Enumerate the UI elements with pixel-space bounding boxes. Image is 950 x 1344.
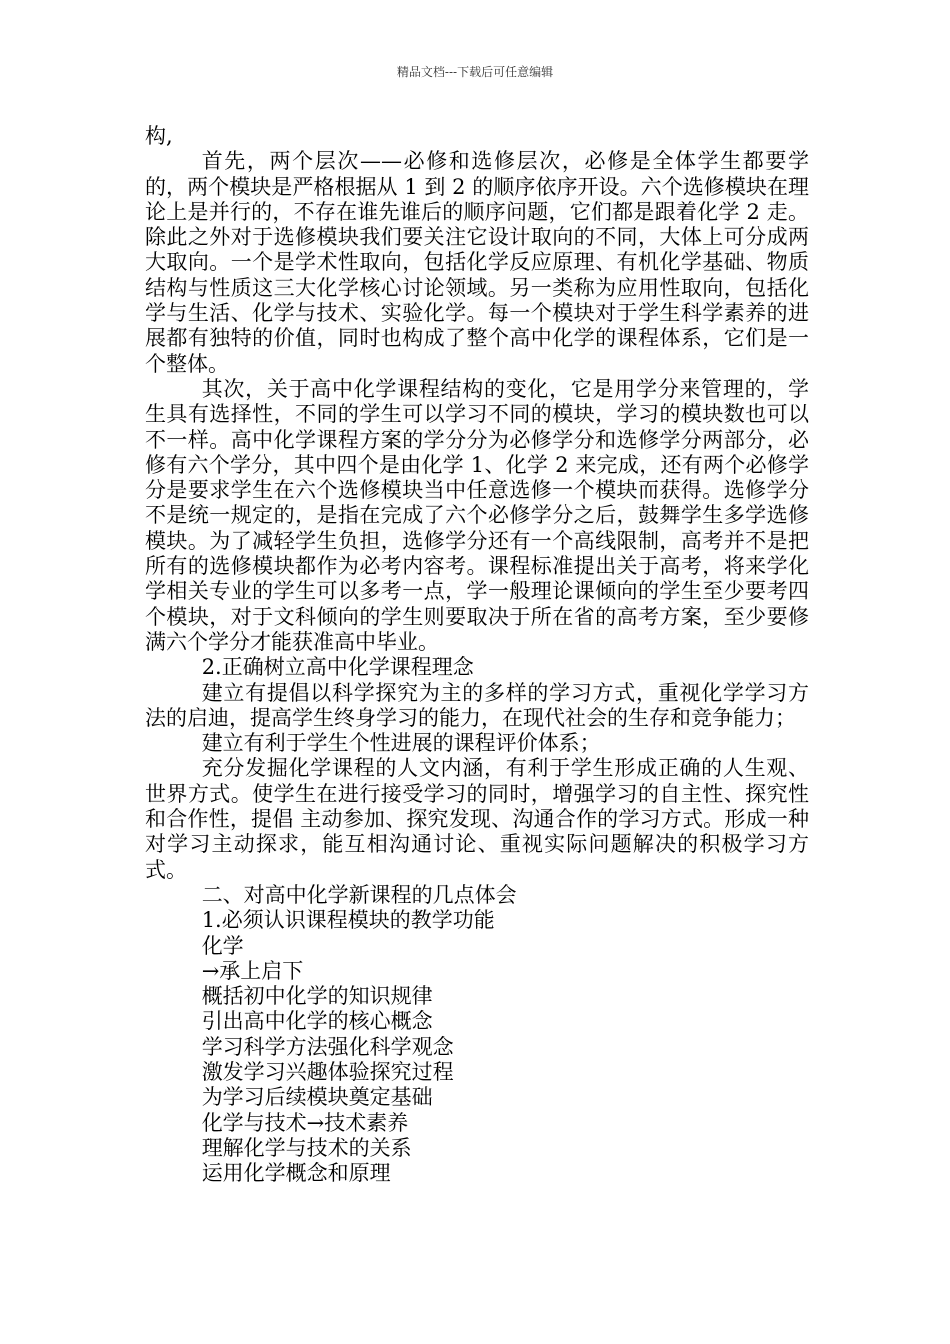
paragraph: 其次，关于高中化学课程结构的变化，它是用学分来管理的，学生具有选择性，不同的学生可以学习不同的模块，学习的模块数也可以不一样。高中化学课程方案的学分分为必修学分和选修学分两部分，必修有六个学分，其中四个是由化学 1、化学 2 来完成，还有两个必修学分是要求学生在六个选修模块当中任意选修一个模块而获得。选修学分不是统一规定的，是指在完成了六个必修学分之后，鼓舞学生多学选修模块。为了减轻学生负担，选修学分还有一个高线限制，高考并不是把所有的选修模块都作为必考内容考。课程标准提出关于高考，将来学化学相关专业的学生可以多考一点，学一般理论课倾向的学生至少要考四个模块，对于文科倾向的学生则要取决于所在省的高考方案，至少要修满六个学分才能获准高中毕业。 [145,376,809,654]
list-item: 理解化学与技术的关系 [201,1135,412,1160]
section-heading: 二、对高中化学新课程的几点体会 [201,882,517,907]
list-item: 运用化学概念和原理 [201,1161,391,1186]
list-item: 学习科学方法强化科学观念 [201,1034,454,1059]
paragraph: 充分发掘化学课程的人文内涵，有利于学生形成正确的人生观、世界方式。使学生在进行接受学习的同时，增强学习的自主性、探究性和合作性，提倡 主动参加、探究发现、沟通合作的学习方式。形成一种对学习主动探求，能互相沟通讨论、重视实际问题解决的积极学习方式。 [145,756,809,882]
document-body [145,124,809,1186]
list-item: 概括初中化学的知识规律 [201,984,433,1009]
list-item: 为学习后续模块奠定基础 [201,1085,433,1110]
section-heading: 1.必须认识课程模块的教学功能 [201,908,495,933]
list-item: →承上启下 [201,958,304,983]
list-item: 化学与技术→技术素养 [201,1110,409,1135]
page-header: 精品文档---下载后可任意编辑 [396,65,554,79]
paragraph: 建立有提倡以科学探究为主的多样的学习方式，重视化学学习方法的启迪，提高学生终身学习的能力，在现代社会的生存和竞争能力； [145,680,809,730]
list-item: 引出高中化学的核心概念 [201,1009,433,1034]
list-item: 激发学习兴趣体验探究过程 [201,1059,454,1084]
paragraph: 建立有利于学生个性进展的课程评价体系； [201,731,601,756]
list-item: 化学 [201,933,244,958]
paragraph: 首先，两个层次——必修和选修层次，必修是全体学生都要学的，两个模块是严格根据从 1 到 2 的顺序依序开设。六个选修模块在理论上是并行的，不存在谁先谁后的顺序问题，它们都是跟着化学 2 走。除此之外对于选修模块我们要关注它设计取向的不同，大体上可分成两大取向。一个是学术性取向，包括化学反应原理、有机化学基础、物质结构与性质这三大化学核心讨论领域。另一类称为应用性取向，包括化学与生活、化学与技术、实验化学。每一个模块对于学生科学素养的进展都有独特的价值，同时也构成了整个高中化学的课程体系，它们是一个整体。 [145,149,809,376]
section-heading: 2.正确树立高中化学课程理念 [201,655,474,680]
paragraph: 构, [145,124,173,148]
